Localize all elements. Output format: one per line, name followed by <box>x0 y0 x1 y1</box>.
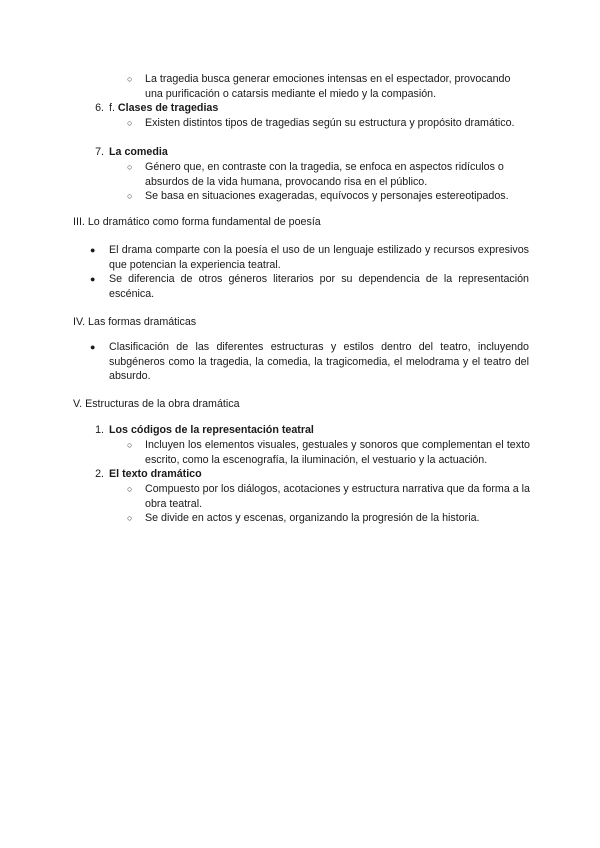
hollow-bullet-icon: ○ <box>127 440 133 450</box>
list-item-text: Incluyen los elementos visuales, gestuales y sonoros que complementan el texto escrito, como la escenografía, la iluminación, el vestuario y la actuación. <box>145 439 530 466</box>
section-heading: III. Lo dramático como forma fundamental de poesía <box>73 216 321 228</box>
bullet-icon: ● <box>90 274 96 284</box>
list-number: 7. <box>95 146 104 158</box>
bullet-text: Clasificación de las diferentes estructuras y estilos dentro del teatro, incluyendo subgéneros como la tragedia, la comedia, la tragicomedia, el melodrama y el teatro del absurdo. <box>109 341 529 383</box>
list-number: 2. <box>95 468 104 480</box>
section-heading: V. Estructuras de la obra dramática <box>73 398 240 410</box>
list-item-text: Se basa en situaciones exageradas, equívocos y personajes estereotipados. <box>145 190 509 202</box>
list-item-text: La tragedia busca generar emociones intensas en el espectador, provocando una purificación o catarsis mediante el miedo y la compasión. <box>145 73 511 100</box>
hollow-bullet-icon: ○ <box>127 191 133 201</box>
bullet-icon: ● <box>90 342 96 352</box>
hollow-bullet-icon: ○ <box>127 162 133 172</box>
list-item-heading <box>109 101 529 116</box>
list-item-title: La comedia <box>109 146 168 158</box>
hollow-bullet-icon: ○ <box>127 74 133 84</box>
list-item-text: Se divide en actos y escenas, organizando la progresión de la historia. <box>145 512 480 524</box>
list-item-title: El texto dramático <box>109 468 202 480</box>
bullet-icon: ● <box>90 245 96 255</box>
hollow-bullet-icon: ○ <box>127 513 133 523</box>
list-item-text: Existen distintos tipos de tragedias según su estructura y propósito dramático. <box>145 117 515 129</box>
list-item-title: Clases de tragedias <box>117 102 219 114</box>
list-item-text: Compuesto por los diálogos, acotaciones y estructura narrativa que da forma a la obra teatral. <box>145 483 530 510</box>
list-item-prefix: f. <box>109 102 118 114</box>
hollow-bullet-icon: ○ <box>127 484 133 494</box>
list-item-title: Los códigos de la representación teatral <box>109 424 314 436</box>
bullet-text: Se diferencia de otros géneros literarios por su dependencia de la representación escénica. <box>109 273 529 300</box>
bullet-text: El drama comparte con la poesía el uso de un lenguaje estilizado y recursos expresivos que potencian la experiencia teatral. <box>109 244 529 271</box>
section-heading: IV. Las formas dramáticas <box>73 316 197 328</box>
list-number: 6. <box>95 102 104 114</box>
hollow-bullet-icon: ○ <box>127 118 133 128</box>
list-item-text: Género que, en contraste con la tragedia, se enfoca en aspectos ridículos o absurdos de la vida humana, provocando risa en el público. <box>145 161 504 188</box>
list-number: 1. <box>95 424 104 436</box>
